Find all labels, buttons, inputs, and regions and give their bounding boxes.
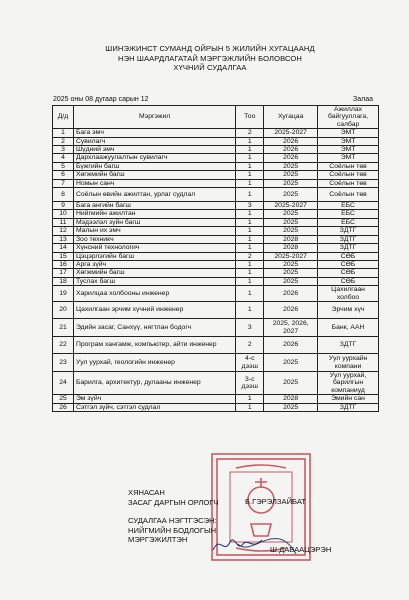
row-number: 6	[53, 171, 74, 179]
period-cell: 2026	[264, 336, 318, 354]
employer-cell: ЭМТ	[318, 146, 379, 154]
table-row	[53, 269, 379, 277]
table-row	[53, 146, 379, 154]
prepared-label: СУДАЛГАА НЭГТГЭСЭН:	[128, 516, 217, 526]
employer-cell: СӨБ	[318, 252, 379, 260]
count-cell: 1	[236, 301, 264, 319]
table-row	[53, 244, 379, 252]
count-cell: 1	[236, 244, 264, 252]
table-row	[53, 210, 379, 218]
table-row	[53, 301, 379, 319]
employer-cell: ЭМТ	[318, 129, 379, 137]
employer-cell: Соёлын төв	[318, 171, 379, 179]
approver-title: ЗАСАГ ДАРГЫН ОРЛОГЧ	[128, 497, 219, 507]
count-cell: 1	[236, 395, 264, 403]
row-number: 7	[53, 179, 74, 187]
table-row	[53, 277, 379, 285]
count-cell: 1	[236, 277, 264, 285]
document-title	[60, 44, 360, 73]
count-cell: 1	[236, 235, 264, 243]
row-number: 10	[53, 210, 74, 218]
title-line-1: ШИНЭЖИНСТ СУМАНД ОЙРЫН 5 ЖИЛИЙН ХУГАЦААНД	[105, 44, 315, 53]
count-cell: 1	[236, 162, 264, 170]
row-number: 16	[53, 260, 74, 268]
employer-cell: СӨБ	[318, 269, 379, 277]
row-number: 2	[53, 137, 74, 145]
period-cell: 2025-2027	[264, 202, 318, 210]
title-line-2: НЭН ШААРДЛАГАТАЙ МЭРГЭЖЛИЙН БОЛОВСОН	[117, 53, 303, 63]
employer-cell: Соёлын төв	[318, 162, 379, 170]
row-number: 5	[53, 162, 74, 170]
col-header-no: Д/д	[53, 106, 74, 129]
document-date: 2025 оны 08 дугаар сарын 12	[53, 96, 149, 103]
employer-cell: ЗДТГ	[318, 227, 379, 235]
profession-cell: Програм хангамж, компьютер, айти инженер	[73, 336, 235, 354]
count-cell: 1	[236, 171, 264, 179]
table-header-row	[53, 106, 379, 129]
row-number: 14	[53, 244, 74, 252]
period-cell: 2025-2027	[264, 252, 318, 260]
employer-cell: ЕБС	[318, 202, 379, 210]
profession-cell: Шүдний эмч	[73, 146, 235, 154]
profession-cell: Номын санч	[73, 179, 235, 187]
preparer-title: МЭРГЭЖИЛТЭН	[128, 535, 188, 545]
period-cell: 2025	[264, 403, 318, 411]
period-cell: 2025-2027	[264, 129, 318, 137]
employer-cell: Уул уурхай, барилгын компаниуд	[318, 371, 379, 394]
table-row	[53, 336, 379, 354]
row-number: 15	[53, 252, 74, 260]
profession-cell: Цахилгаан эрчим хүчний инженер	[73, 301, 235, 319]
row-number: 8	[53, 188, 74, 202]
employer-cell: СӨБ	[318, 260, 379, 268]
count-cell: 3	[236, 202, 264, 210]
count-cell: 1	[236, 218, 264, 226]
table-row	[53, 371, 379, 394]
row-number: 18	[53, 277, 74, 285]
approved-label: ХЯНАСАН	[128, 488, 165, 497]
row-number: 26	[53, 403, 74, 411]
period-cell: 2025	[264, 269, 318, 277]
count-cell: 1	[236, 403, 264, 411]
row-number: 3	[53, 146, 74, 154]
profession-cell: Эдийн засаг, Санхүү, нягтлан бодогч	[73, 319, 235, 337]
table-row	[53, 154, 379, 162]
table-row	[53, 218, 379, 226]
title-line-3: ХҮЧНИЙ СУДАЛГАА	[173, 63, 247, 73]
table-row	[53, 179, 379, 187]
employer-cell: Соёлын төв	[318, 188, 379, 202]
profession-cell: Хөгжмийн багш	[73, 171, 235, 179]
table-row	[53, 260, 379, 268]
profession-cell: Бага ангийн багш	[73, 202, 235, 210]
period-cell: 2026	[264, 301, 318, 319]
count-cell: 3-с дээш	[236, 371, 264, 394]
table-row	[53, 252, 379, 260]
period-cell: 2025, 2026, 2027	[264, 319, 318, 337]
profession-cell: Сэтгэл зүйч, сэтгэл судлал	[73, 403, 235, 411]
period-cell: 2025	[264, 210, 318, 218]
profession-cell: Соёлын өвийн ажилтан, урлаг судлал	[73, 188, 235, 202]
count-cell: 4-с дээш	[236, 354, 264, 372]
count-cell: 1	[236, 146, 264, 154]
document-place: Залаа	[353, 96, 373, 103]
employer-cell: Соёлын төв	[318, 179, 379, 187]
row-number: 19	[53, 286, 74, 302]
employer-cell: ЭМТ	[318, 154, 379, 162]
count-cell: 2	[236, 252, 264, 260]
period-cell: 2026	[264, 286, 318, 302]
period-cell: 2025	[264, 162, 318, 170]
profession-cell: Бүжгийн багш	[73, 162, 235, 170]
employer-cell: ЗДТГ	[318, 403, 379, 411]
period-cell: 2028	[264, 244, 318, 252]
profession-cell: Уул уурхай, геологийн инженер	[73, 354, 235, 372]
employer-cell: ЕБС	[318, 210, 379, 218]
profession-table	[52, 105, 379, 412]
profession-cell: Малын их эмч	[73, 227, 235, 235]
period-cell: 2028	[264, 395, 318, 403]
row-number: 23	[53, 354, 74, 372]
col-header-employer: Ажиллах байгууллага, салбар	[318, 106, 379, 129]
profession-cell: Цэцэрлэгийн багш	[73, 252, 235, 260]
preparer-dept: НИЙГМИЙН БОДЛОГЫН	[128, 525, 217, 535]
count-cell: 1	[236, 179, 264, 187]
employer-cell: ЕБС	[318, 218, 379, 226]
profession-cell: Туслах багш	[73, 277, 235, 285]
table-row	[53, 188, 379, 202]
table-row	[53, 403, 379, 411]
employer-cell: Цахилгаан холбоо	[318, 286, 379, 302]
count-cell: 1	[236, 137, 264, 145]
col-header-profession: Мэргэжил	[73, 106, 235, 129]
col-header-period: Хугацаа	[264, 106, 318, 129]
period-cell: 2025	[264, 371, 318, 394]
employer-cell: ЭМТ	[318, 137, 379, 145]
employer-cell: Эрчим хүч	[318, 301, 379, 319]
count-cell: 1	[236, 269, 264, 277]
period-cell: 2025	[264, 260, 318, 268]
profession-cell: Бага эмч	[73, 129, 235, 137]
preparer-name: Ш.ДАВААЦЭРЭН	[270, 545, 332, 554]
table-row	[53, 395, 379, 403]
count-cell: 2	[236, 129, 264, 137]
table-row	[53, 137, 379, 145]
employer-cell: Уул уурхайн компани	[318, 354, 379, 372]
profession-cell: Арга зүйч	[73, 260, 235, 268]
count-cell: 2	[236, 336, 264, 354]
row-number: 9	[53, 202, 74, 210]
period-cell: 2025	[264, 171, 318, 179]
row-number: 11	[53, 218, 74, 226]
table-row	[53, 319, 379, 337]
profession-cell: Сувилагч	[73, 137, 235, 145]
profession-cell: Хүнсний технологич	[73, 244, 235, 252]
table-row	[53, 162, 379, 170]
table-row	[53, 354, 379, 372]
row-number: 22	[53, 336, 74, 354]
period-cell: 2025	[264, 218, 318, 226]
period-cell: 2026	[264, 154, 318, 162]
employer-cell: ЗДТГ	[318, 235, 379, 243]
period-cell: 2026	[264, 146, 318, 154]
count-cell: 3	[236, 319, 264, 337]
count-cell: 1	[236, 227, 264, 235]
count-cell: 1	[236, 260, 264, 268]
period-cell: 2025	[264, 188, 318, 202]
table-row	[53, 227, 379, 235]
period-cell: 2025	[264, 277, 318, 285]
row-number: 21	[53, 319, 74, 337]
table-row	[53, 286, 379, 302]
table-row	[53, 202, 379, 210]
col-header-count: Тоо	[236, 106, 264, 129]
profession-cell: Эм зүйч	[73, 395, 235, 403]
employer-cell: ЗДТГ	[318, 336, 379, 354]
period-cell: 2025	[264, 179, 318, 187]
profession-cell: Нийгмийн ажилтан	[73, 210, 235, 218]
row-number: 12	[53, 227, 74, 235]
row-number: 24	[53, 371, 74, 394]
employer-cell: Эмийн сан	[318, 395, 379, 403]
count-cell: 1	[236, 154, 264, 162]
table-row	[53, 235, 379, 243]
row-number: 1	[53, 129, 74, 137]
count-cell: 1	[236, 188, 264, 202]
approver-name: Б.ГЭРЭЛЗАЙБАТ	[245, 497, 306, 506]
period-cell: 2026	[264, 137, 318, 145]
profession-cell: Харилцаа холбооны инженер	[73, 286, 235, 302]
row-number: 4	[53, 154, 74, 162]
table-row	[53, 129, 379, 137]
row-number: 25	[53, 395, 74, 403]
row-number: 20	[53, 301, 74, 319]
period-cell: 2028	[264, 235, 318, 243]
table-row	[53, 171, 379, 179]
profession-cell: Хөгжмийн багш	[73, 269, 235, 277]
profession-cell: Зоо техникч	[73, 235, 235, 243]
table-body	[53, 129, 379, 412]
signature-block	[128, 488, 218, 554]
profession-cell: Барилга, архитектур, дулааны инженер	[73, 371, 235, 394]
profession-cell: Дархлаажуулалтын сувилагч	[73, 154, 235, 162]
count-cell: 1	[236, 210, 264, 218]
employer-cell: СӨБ	[318, 277, 379, 285]
row-number: 13	[53, 235, 74, 243]
period-cell: 2025	[264, 354, 318, 372]
profession-cell: Мэдээлэл зүйн багш	[73, 218, 235, 226]
employer-cell: ЗДТГ	[318, 244, 379, 252]
row-number: 17	[53, 269, 74, 277]
period-cell: 2025	[264, 227, 318, 235]
employer-cell: Банк, ААН	[318, 319, 379, 337]
count-cell: 1	[236, 286, 264, 302]
